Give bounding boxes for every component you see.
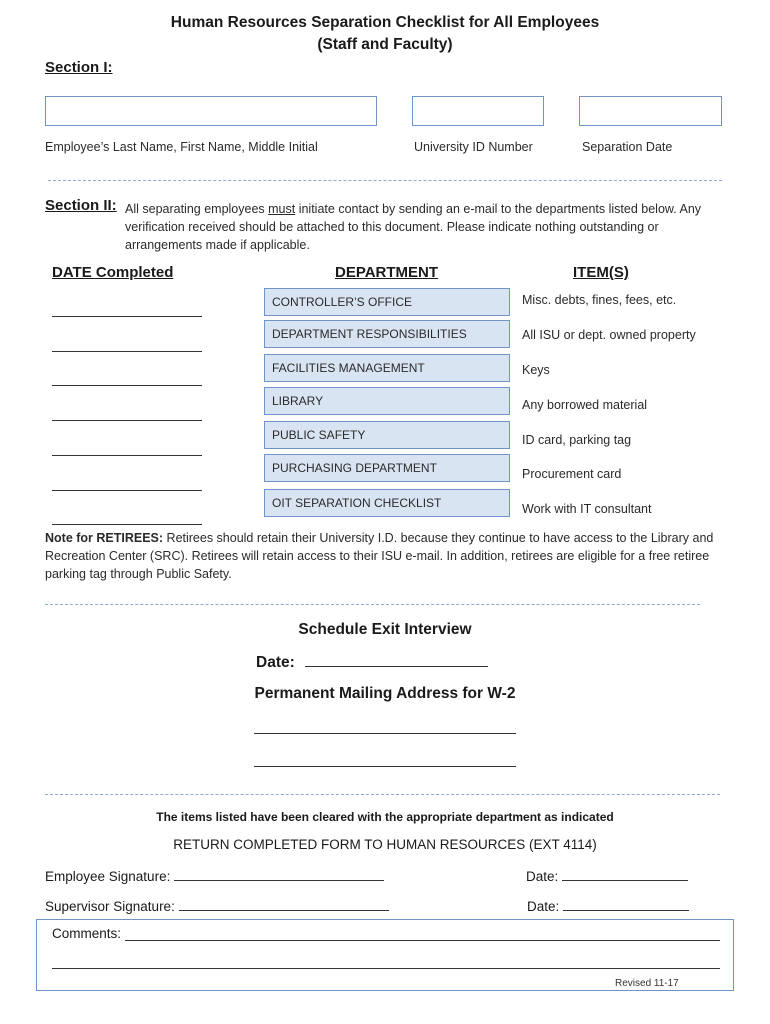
employee-name-field[interactable] (45, 96, 377, 126)
return-instruction: RETURN COMPLETED FORM TO HUMAN RESOURCES (EXT 4114) (173, 837, 597, 852)
supervisor-date-label: Date: (527, 899, 560, 914)
section-divider (45, 604, 700, 605)
section-2-heading: Section II: (45, 197, 117, 214)
department-box: FACILITIES MANAGEMENT (264, 354, 510, 382)
department-box: DEPARTMENT RESPONSIBILITIES (264, 320, 510, 348)
university-id-label: University ID Number (414, 140, 533, 154)
exit-date-row (256, 653, 488, 672)
employee-signature-label: Employee Signature: (45, 869, 171, 884)
supervisor-signature-label: Supervisor Signature: (45, 899, 175, 914)
item-text: Any borrowed material (522, 398, 648, 412)
form-title: Human Resources Separation Checklist for All Employees (170, 14, 600, 31)
supervisor-date-row (527, 897, 689, 914)
comments-label: Comments: (52, 926, 122, 941)
section-divider (48, 180, 722, 181)
retirees-text: Recreation Center (SRC). Retirees will retain access to their ISU e-mail. In addition, retirees are eligible for a free retiree (45, 549, 710, 563)
employee-name-label: Employee’s Last Name, First Name, Middle Initial (45, 140, 318, 154)
separation-date-label: Separation Date (582, 140, 673, 154)
section-divider (45, 794, 720, 795)
instruction-must: must (268, 202, 296, 216)
employee-date-row (526, 867, 688, 884)
department-box: CONTROLLER’S OFFICE (264, 288, 510, 316)
date-completed-line[interactable] (52, 316, 202, 317)
exit-date-line[interactable] (305, 653, 488, 667)
date-completed-line[interactable] (52, 351, 202, 352)
form-subtitle: (Staff and Faculty) (317, 36, 453, 53)
item-text: Keys (522, 363, 550, 377)
col-department-heading: DEPARTMENT (335, 264, 439, 281)
col-items-heading: ITEM(S) (573, 264, 629, 281)
item-text: Work with IT consultant (522, 502, 652, 516)
comments-box[interactable] (36, 919, 734, 991)
exit-interview-heading: Schedule Exit Interview (298, 621, 472, 638)
retirees-label: Note for RETIREES: (45, 531, 164, 545)
retirees-text: parking tag through Public Safety. (45, 567, 232, 581)
department-box: OIT SEPARATION CHECKLIST (264, 489, 510, 517)
retirees-note (45, 529, 735, 583)
mailing-address-line-1[interactable] (254, 733, 516, 734)
date-completed-line[interactable] (52, 490, 202, 491)
employee-signature-line[interactable] (174, 867, 384, 881)
item-text: Procurement card (522, 467, 622, 481)
instruction-text: verification received should be attached to this document. Please indicate nothing outstanding or (125, 220, 659, 234)
date-completed-line[interactable] (52, 524, 202, 525)
item-text: All ISU or dept. owned property (522, 328, 696, 342)
employee-date-label: Date: (526, 869, 559, 884)
mailing-address-line-2[interactable] (254, 766, 516, 767)
supervisor-signature-row (45, 897, 389, 914)
comments-line-2[interactable] (52, 968, 720, 969)
mailing-address-heading: Permanent Mailing Address for W-2 (254, 685, 516, 702)
col-date-heading: DATE Completed (52, 264, 174, 281)
supervisor-date-line[interactable] (563, 897, 689, 911)
department-box: PURCHASING DEPARTMENT (264, 454, 510, 482)
date-completed-line[interactable] (52, 420, 202, 421)
retirees-text: Retirees should retain their University I.D. because they continue to have access to the Library and (163, 531, 714, 545)
revision-note: Revised 11-17 (615, 978, 679, 989)
section-1-heading: Section I: (45, 59, 113, 76)
instruction-text: All separating employees (125, 202, 269, 216)
instruction-text: initiate contact by sending an e-mail to the departments listed below. Any (295, 202, 702, 216)
cleared-statement: The items listed have been cleared with the appropriate department as indicated (156, 810, 614, 824)
separation-date-field[interactable] (579, 96, 722, 126)
department-box: LIBRARY (264, 387, 510, 415)
instruction-text: arrangements made if applicable. (125, 238, 310, 252)
employee-date-line[interactable] (562, 867, 688, 881)
comments-line-1[interactable] (125, 940, 720, 941)
item-text: ID card, parking tag (522, 433, 632, 447)
date-completed-line[interactable] (52, 455, 202, 456)
university-id-field[interactable] (412, 96, 544, 126)
section-2-instructions (125, 200, 725, 254)
employee-signature-row (45, 867, 384, 884)
exit-date-label: Date: (256, 654, 295, 671)
date-completed-line[interactable] (52, 385, 202, 386)
item-text: Misc. debts, fines, fees, etc. (522, 293, 677, 307)
department-box: PUBLIC SAFETY (264, 421, 510, 449)
supervisor-signature-line[interactable] (179, 897, 389, 911)
